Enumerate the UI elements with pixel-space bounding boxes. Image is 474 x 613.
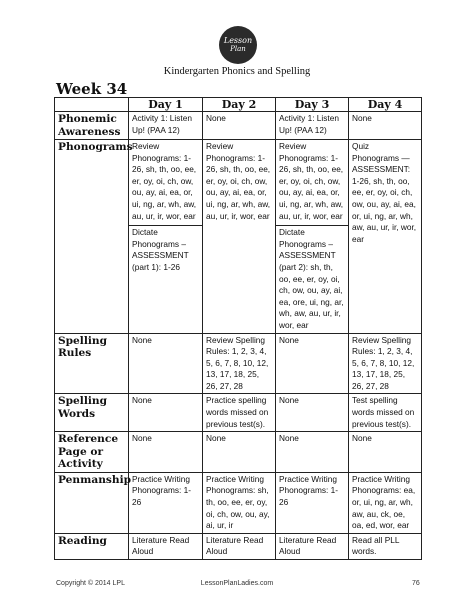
table-row xyxy=(55,333,422,394)
row-label: Penmanship xyxy=(55,472,129,533)
table-cell: Read all PLL words. xyxy=(349,533,422,559)
row-label: Spelling Rules xyxy=(55,333,129,394)
cell-text: Review Phonograms: 1-26, sh, th, oo, ee, er, oy, oi, ch, ow, ou, ay, ai, ea, or, ui, ng, ar, wh, aw, au, ur, ir, wor, ear xyxy=(206,141,271,221)
table-cell: None xyxy=(276,394,349,432)
table-cell: None xyxy=(203,112,276,140)
table-cell: None xyxy=(129,432,203,473)
table-row xyxy=(55,112,422,140)
table-header-row xyxy=(55,98,422,112)
cell-text: Review Phonograms: 1-26, sh, th, oo, ee, er, oy, oi, ch, ow, ou, ay, ai, ea, or, ui, ng, ar, wh, aw, au, ur, ir, wor, ear xyxy=(279,141,344,221)
row-label: Reference Page or Activity xyxy=(55,432,129,473)
table-cell: Practice spelling words missed on previous test(s). xyxy=(203,394,276,432)
cell-subsection: Dictate Phonograms – ASSESSMENT (part 2): sh, th, oo, ee, er, oy, oi, ch, ow, ou, ay, ai, ea, ore, ui, ng, ar, wh, aw, au, ur, ir, wor, ear xyxy=(276,225,348,331)
table-cell: Review Spelling Rules: 1, 2, 3, 4, 5, 6, 7, 8, 10, 12, 13, 17, 18, 25, 26, 27, 28 xyxy=(349,333,422,394)
row-label: Phonograms xyxy=(55,140,129,334)
table-row xyxy=(55,533,422,559)
table-cell: Practice Writing Phonograms: ea, or, ui, ng, ar, wh, aw, au, ck, oe, oa, ed, wor, ear xyxy=(349,472,422,533)
footer-website: LessonPlanLadies.com xyxy=(200,580,274,587)
row-label: Phonemic Awareness xyxy=(55,112,129,140)
lesson-plan-ladies-logo xyxy=(219,26,257,64)
table-cell: Practice Writing Phonograms: 1-26 xyxy=(276,472,349,533)
table-cell xyxy=(129,140,203,334)
week-title: Week 34 xyxy=(56,80,128,98)
row-label: Reading xyxy=(55,533,129,559)
cell-text: Quiz Phonograms — ASSESSMENT: 1-26, sh, th, oo, ee, er, oy, oi, ch, ow, ou, ay, ai, ea, or, ui, ng, ar, wh, aw, au, ur, ir, wor, ear xyxy=(352,141,417,244)
table-cell: Activity 1: Listen Up! (PAA 12) xyxy=(276,112,349,140)
footer-copyright: Copyright © 2014 LPL xyxy=(56,580,125,587)
document-subtitle: Kindergarten Phonics and Spelling xyxy=(163,66,311,77)
table-cell: None xyxy=(276,432,349,473)
lesson-plan-table xyxy=(54,97,422,560)
table-cell: Literature Read Aloud xyxy=(276,533,349,559)
page-number: 76 xyxy=(412,580,420,587)
column-header: Day 3 xyxy=(276,98,349,112)
logo-line-2: Plan xyxy=(230,45,246,53)
column-header: Day 1 xyxy=(129,98,203,112)
table-cell: Test spelling words missed on previous test(s). xyxy=(349,394,422,432)
table-cell: Activity 1: Listen Up! (PAA 12) xyxy=(129,112,203,140)
column-header: Day 2 xyxy=(203,98,276,112)
table-cell xyxy=(349,140,422,334)
table-row xyxy=(55,432,422,473)
table-cell: Review Spelling Rules: 1, 2, 3, 4, 5, 6, 7, 8, 10, 12, 13, 17, 18, 25, 26, 27, 28 xyxy=(203,333,276,394)
table-cell: None xyxy=(349,432,422,473)
cell-text: Review Phonograms: 1-26, sh, th, oo, ee, er, oy, oi, ch, ow, ou, ay, ai, ea, or, ui, ng, ar, wh, aw, au, ur, ir, wor, ear xyxy=(132,141,197,221)
table-row xyxy=(55,140,422,334)
table-cell: None xyxy=(276,333,349,394)
table-cell: Literature Read Aloud xyxy=(203,533,276,559)
table-cell: None xyxy=(349,112,422,140)
table-cell: Practice Writing Phonograms: sh, th, oo, ee, er, oy, oi, ch, ow, ou, ay, ai, ur, ir xyxy=(203,472,276,533)
table-cell xyxy=(276,140,349,334)
row-label: Spelling Words xyxy=(55,394,129,432)
table-cell: None xyxy=(129,333,203,394)
cell-subsection: Dictate Phonograms – ASSESSMENT (part 1): 1-26 xyxy=(129,225,202,273)
table-row xyxy=(55,394,422,432)
table-cell: Literature Read Aloud xyxy=(129,533,203,559)
table-cell: None xyxy=(203,432,276,473)
table-cell: Practice Writing Phonograms: 1-26 xyxy=(129,472,203,533)
column-header: Day 4 xyxy=(349,98,422,112)
corner-cell xyxy=(55,98,129,112)
logo-line-1: Lesson xyxy=(223,36,253,45)
table-cell xyxy=(203,140,276,334)
table-row xyxy=(55,472,422,533)
table-cell: None xyxy=(129,394,203,432)
